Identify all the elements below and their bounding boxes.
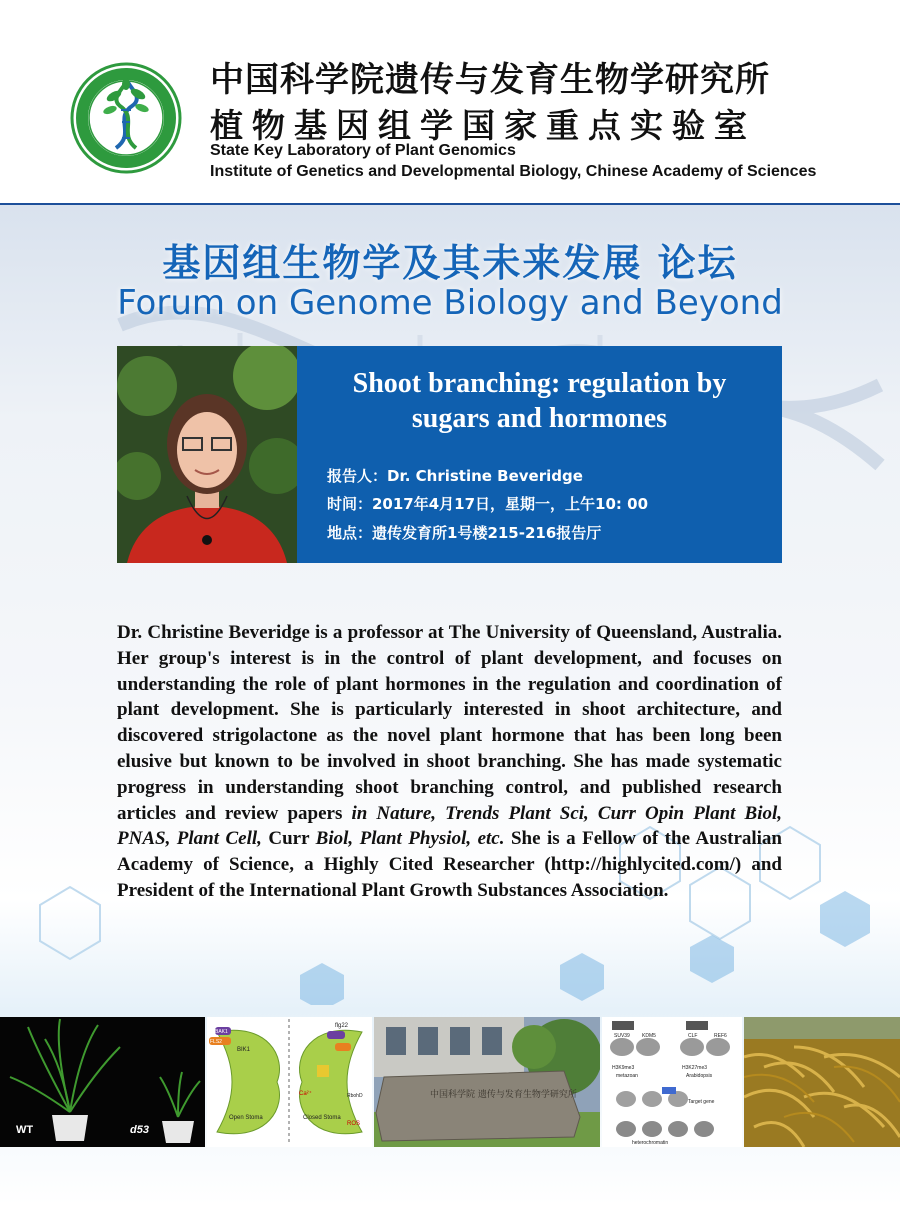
talk-title-line2: sugars and hormones bbox=[411, 403, 668, 434]
open-stoma-label: Open Stoma bbox=[229, 1115, 263, 1121]
kdm5-label: KDM5 bbox=[642, 1033, 656, 1039]
bak1-label: BAK1 bbox=[215, 1029, 228, 1035]
institute-name-cn: 中国科学院遗传与发育生物学研究所 bbox=[210, 60, 770, 100]
speaker-photo bbox=[117, 346, 297, 563]
lab-logo bbox=[70, 62, 182, 174]
rice-d53-label: d53 bbox=[130, 1124, 149, 1136]
talk-title bbox=[297, 366, 782, 436]
stone-inscription: 中国科学院 遗传与发育生物学研究所 bbox=[430, 1090, 577, 1100]
speaker-line: 报告人：Dr. Christine Beveridge bbox=[327, 467, 583, 485]
closed-stoma-label: Closed Stoma bbox=[303, 1115, 341, 1121]
venue-line: 地点：遗传发育所1号楼215-216报告厅 bbox=[327, 524, 602, 542]
institute-name-en: Institute of Genetics and Developmental Biology, Chinese Academy of Sciences bbox=[210, 163, 817, 180]
bio-text-1: Dr. Christine Beveridge is a professor at The University of Queensland, Australia. Her group's interest is in the control of plant development, and focuses on understanding the role of plant hormones in the regulation and coordination of plant development. She is particularly interested in shoot architecture, and discovered strigolactone as the novel plant hormone that has been long been elusive but known to be involved in shoot branching. She has made systematic progress in understanding shoot branching control, and published research articles and review papers bbox=[117, 622, 782, 824]
fls2-label: FLS2 bbox=[210, 1039, 222, 1045]
lab-name-cn: 植物基因组学国家重点实验室 bbox=[210, 106, 756, 145]
time-line: 时间：2017年4月17日，星期一，上午10: 00 bbox=[327, 495, 649, 513]
talk-title-line1: Shoot branching: regulation by bbox=[352, 368, 727, 399]
heterochromatin-label: heterochromatin bbox=[632, 1140, 669, 1146]
flg22-label: flg22 bbox=[335, 1023, 349, 1029]
stomata-diagram bbox=[207, 1017, 372, 1147]
rice-mutant-image bbox=[0, 1017, 205, 1147]
metazoan-label: metazoan bbox=[616, 1073, 638, 1079]
target-gene-label: Target gene bbox=[688, 1099, 715, 1105]
arabidopsis-label: Arabidopsis bbox=[686, 1073, 713, 1079]
clf-label: CLF bbox=[688, 1033, 698, 1039]
calcium-label: Ca²⁺ bbox=[299, 1091, 312, 1097]
h3k27me3-label: H3K27me3 bbox=[682, 1065, 708, 1071]
header bbox=[0, 0, 900, 205]
talk-info-box bbox=[297, 346, 782, 563]
ref6-label: REF6 bbox=[714, 1033, 727, 1039]
suv39-label: SUV39 bbox=[614, 1033, 630, 1039]
rice-field-photo bbox=[744, 1017, 900, 1147]
bik1-label: BIK1 bbox=[237, 1047, 251, 1053]
institute-stone-photo bbox=[374, 1017, 600, 1147]
speaker-bio bbox=[117, 620, 782, 904]
bio-text-2: She is a Fellow of the Australian Academy of Science, a Highly Cited Researcher (http://highlycited.com/) and President of the International Plant Growth Substances Association. bbox=[117, 828, 782, 901]
lab-name-en: State Key Laboratory of Plant Genomics bbox=[210, 142, 516, 159]
h3k9me3-label: H3K9me3 bbox=[612, 1065, 635, 1071]
image-strip bbox=[0, 1017, 900, 1147]
forum-title-cn: 基因组生物学及其未来发展 论坛 bbox=[162, 241, 738, 285]
bio-journals-2: Biol, Plant Physiol, etc. bbox=[315, 828, 505, 850]
epigenetics-diagram bbox=[602, 1017, 742, 1147]
rice-wt-label: WT bbox=[16, 1124, 34, 1136]
ros-label: ROS bbox=[347, 1121, 361, 1127]
rboh-label: RbohD bbox=[347, 1093, 363, 1099]
bio-journals-1: in Nature, Trends Plant Sci, Curr Opin Plant Biol, PNAS, Plant Cell, bbox=[117, 802, 783, 850]
forum-title-en: Forum on Genome Biology and Beyond bbox=[117, 283, 783, 323]
bio-text-mid: Curr bbox=[261, 828, 316, 850]
